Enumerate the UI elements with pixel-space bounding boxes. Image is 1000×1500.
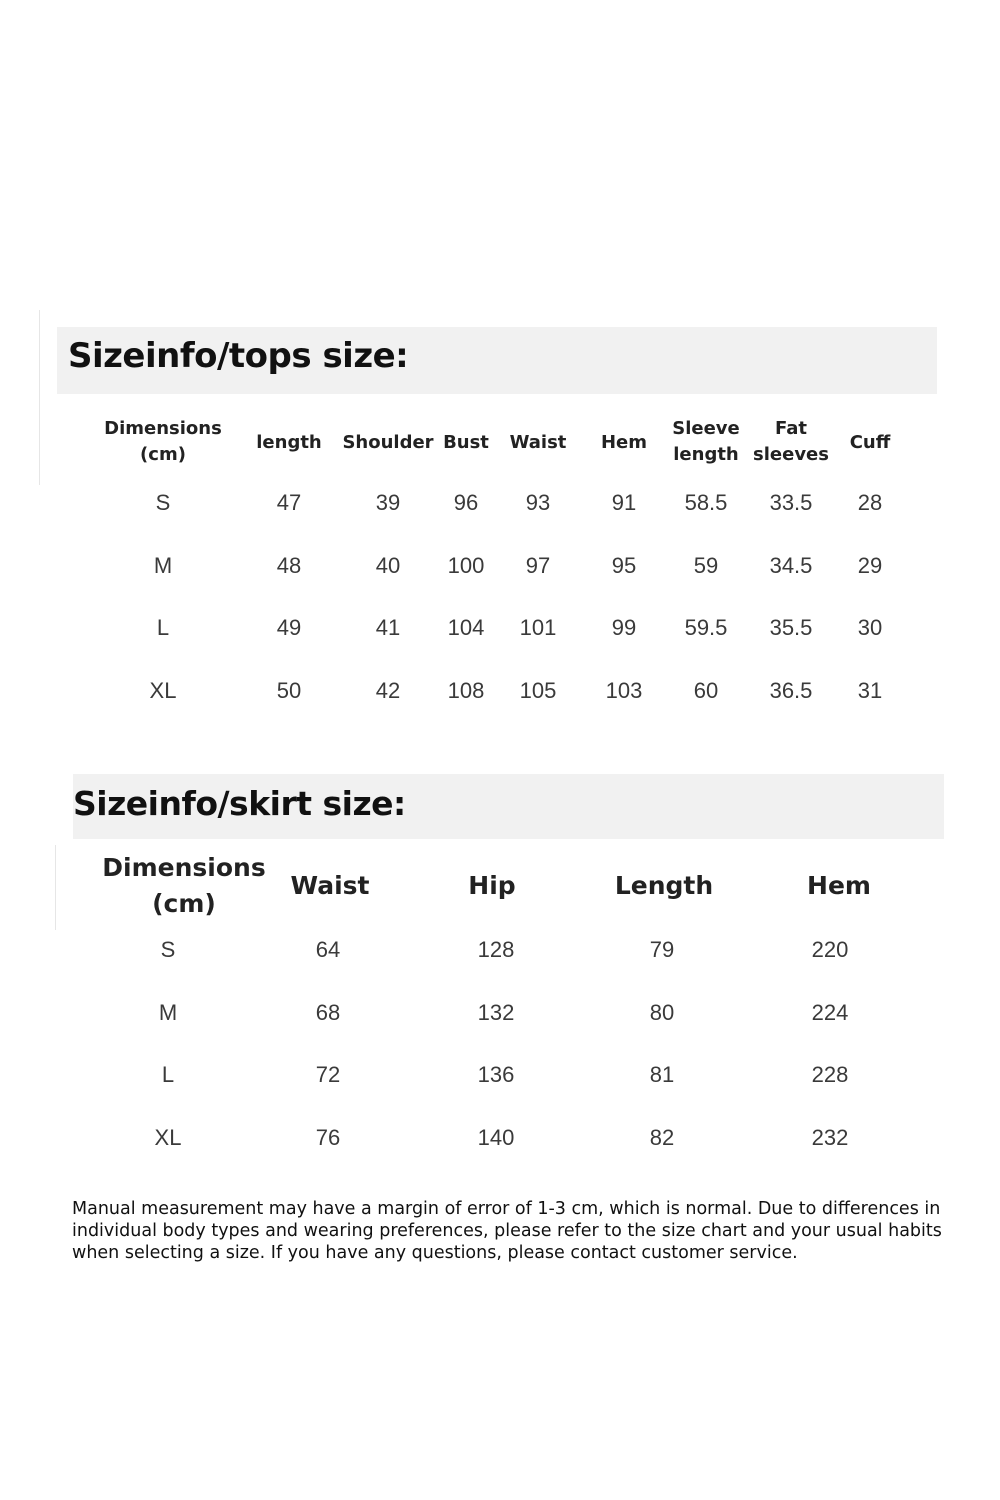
column-header: Fat sleeves: [753, 418, 829, 465]
table-cell: 39: [375, 490, 401, 515]
table-cell: 59: [693, 552, 719, 578]
column-header: Waist: [290, 871, 370, 900]
size-label: XL: [149, 678, 177, 704]
table-cell: 81: [649, 1062, 675, 1088]
table-cell: 28: [857, 490, 883, 515]
table-cell: 76: [315, 1125, 341, 1151]
table-cell: 50: [276, 678, 302, 704]
table-cell: 42: [375, 678, 401, 704]
table-cell: 47: [276, 490, 302, 515]
divider: [39, 310, 40, 485]
table-cell: 104: [447, 615, 485, 641]
table-cell: 228: [811, 1062, 849, 1088]
tops-size-title: Sizeinfo/tops size:: [68, 336, 409, 376]
table-cell: 36.5: [769, 678, 813, 704]
size-label: M: [158, 999, 178, 1025]
table-cell: 232: [811, 1125, 849, 1151]
size-label: M: [153, 552, 173, 578]
divider: [55, 845, 56, 930]
table-cell: 108: [447, 678, 485, 704]
table-cell: 99: [611, 615, 637, 641]
column-header: Dimensions (cm): [104, 418, 222, 465]
table-cell: 72: [315, 1062, 341, 1088]
table-cell: 35.5: [769, 615, 813, 641]
table-cell: 31: [857, 678, 883, 704]
table-cell: 58.5: [684, 490, 728, 515]
table-cell: 140: [477, 1125, 515, 1151]
table-cell: 132: [477, 999, 515, 1025]
table-cell: 82: [649, 1125, 675, 1151]
table-cell: 224: [811, 999, 849, 1025]
table-cell: 41: [375, 615, 401, 641]
table-cell: 68: [315, 999, 341, 1025]
table-cell: 97: [525, 552, 551, 578]
table-cell: 103: [605, 678, 643, 704]
table-cell: 93: [525, 490, 551, 515]
table-cell: 49: [276, 615, 302, 641]
column-header: Length: [614, 871, 714, 900]
column-header: Shoulder: [342, 432, 434, 453]
size-label: S: [155, 490, 171, 515]
table-cell: 30: [857, 615, 883, 641]
table-cell: 96: [453, 490, 479, 515]
table-cell: 40: [375, 552, 401, 578]
table-cell: 33.5: [769, 490, 813, 515]
skirt-size-title: Sizeinfo/skirt size:: [73, 784, 406, 823]
column-header: Hem: [600, 432, 648, 453]
table-cell: 79: [649, 937, 675, 962]
column-header: Cuff: [849, 432, 891, 453]
table-cell: 105: [519, 678, 557, 704]
size-label: L: [156, 615, 170, 641]
table-cell: 101: [519, 615, 557, 641]
size-label: L: [161, 1062, 175, 1088]
table-cell: 59.5: [684, 615, 728, 641]
column-header: Sleeve length: [672, 418, 740, 465]
table-cell: 100: [447, 552, 485, 578]
table-cell: 91: [611, 490, 637, 515]
measurement-note: Manual measurement may have a margin of error of 1-3 cm, which is normal. Due to differences in individual body types and wearing preferences, please refer to the size chart and your usual habits when selecting a size. If you have any questions, please contact customer service.: [72, 1199, 942, 1263]
table-cell: 220: [811, 937, 849, 962]
column-header: Hip: [468, 871, 516, 900]
size-label: S: [160, 937, 176, 962]
column-header: Bust: [443, 432, 489, 453]
table-cell: 64: [315, 937, 341, 962]
table-cell: 128: [477, 937, 515, 962]
column-header: Waist: [509, 432, 567, 453]
column-header: Dimensions (cm): [102, 853, 266, 918]
table-cell: 95: [611, 552, 637, 578]
size-label: XL: [154, 1125, 182, 1151]
table-cell: 136: [477, 1062, 515, 1088]
table-cell: 60: [693, 678, 719, 704]
column-header: length: [256, 432, 322, 453]
table-cell: 48: [276, 552, 302, 578]
table-cell: 80: [649, 999, 675, 1025]
table-cell: 34.5: [769, 552, 813, 578]
table-cell: 29: [857, 552, 883, 578]
column-header: Hem: [807, 871, 871, 900]
